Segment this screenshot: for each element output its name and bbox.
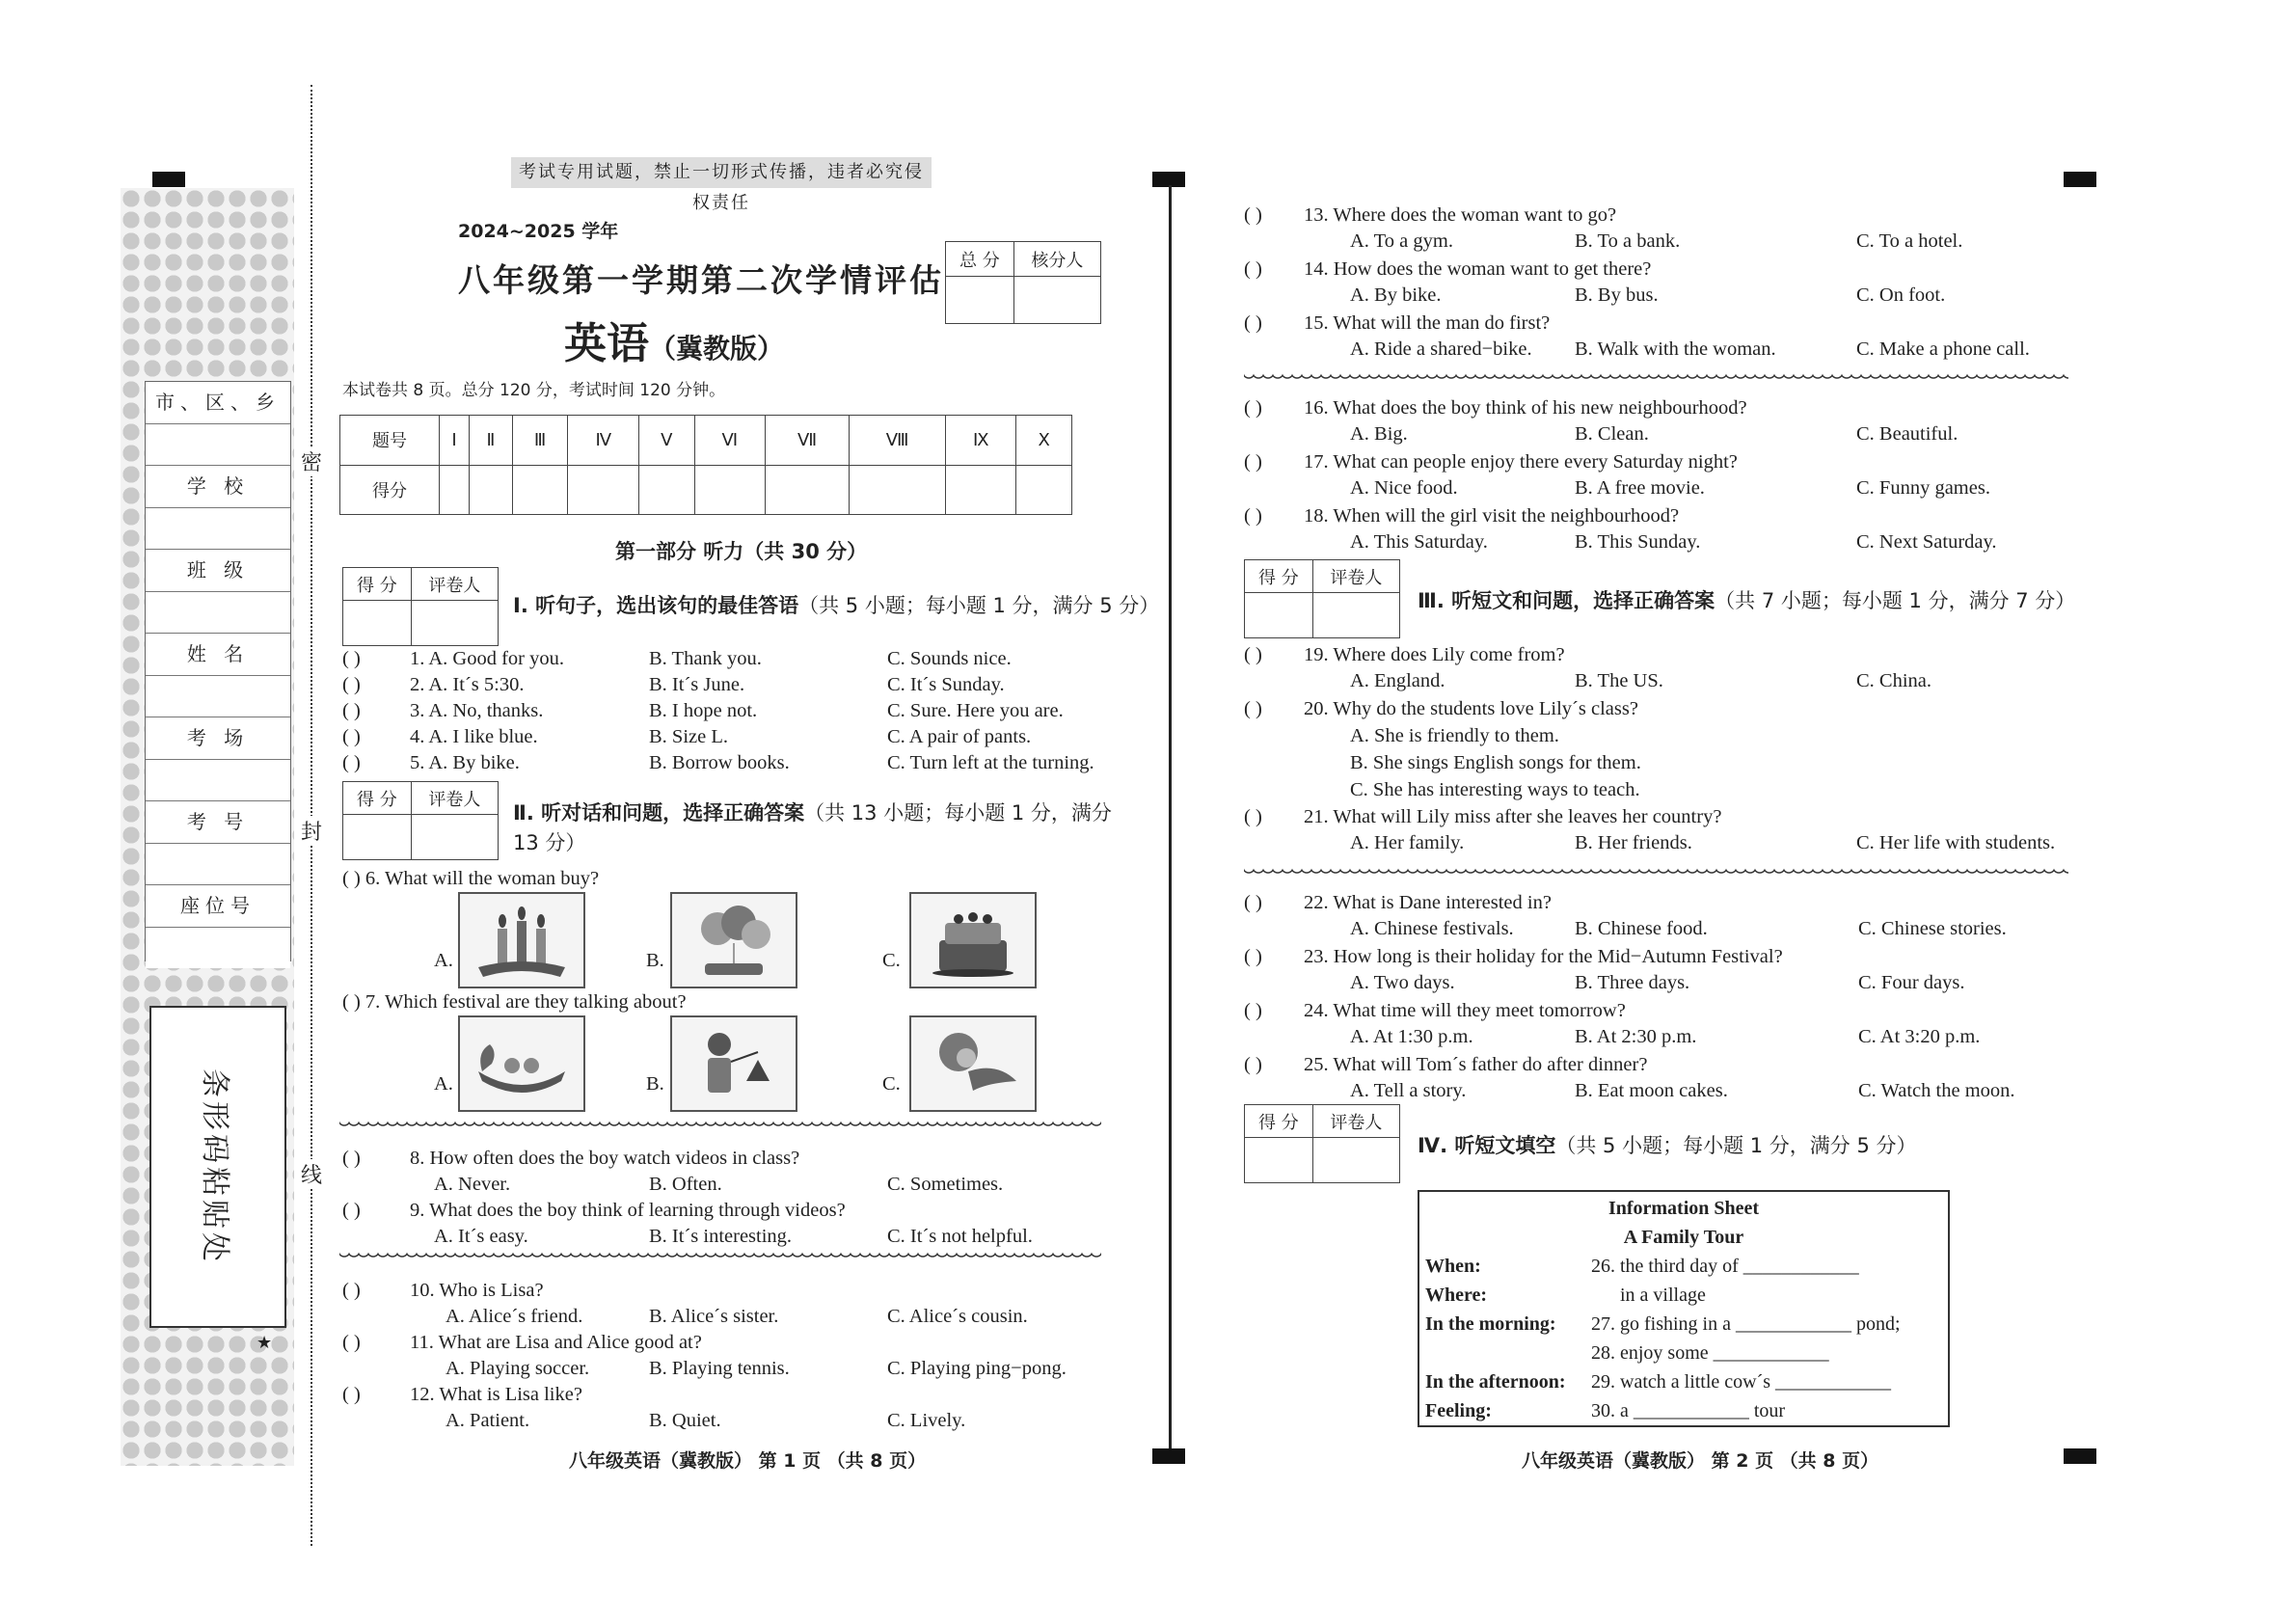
grader-score-label: 得 分	[1245, 1105, 1313, 1138]
info-subtitle: A Family Tour	[1623, 1227, 1744, 1248]
info-key: In the morning:	[1425, 1313, 1556, 1335]
grader-cell[interactable]	[343, 601, 412, 646]
question-text: 7. Which festival are they talking about?	[365, 991, 687, 1013]
score-input-cell[interactable]	[694, 465, 766, 515]
answer-bracket[interactable]: ( )	[342, 752, 361, 773]
option-c: C. Her life with students.	[1856, 832, 2056, 853]
answer-bracket[interactable]: ( )	[1244, 698, 1262, 719]
option-label: A.	[434, 950, 453, 971]
field-label-seat: 座位号	[146, 885, 290, 928]
total-label: 总 分	[946, 242, 1014, 277]
question-12: 12. What is Lisa like?	[410, 1384, 582, 1405]
option-b: B. I hope not.	[649, 700, 758, 721]
answer-bracket[interactable]: ( )	[342, 991, 361, 1013]
exam-info: 本试卷共 8 页。总分 120 分，考试时间 120 分钟。	[342, 381, 726, 400]
option-c: C. Alice´s cousin.	[887, 1306, 1028, 1327]
school-year: 2024~2025 学年	[458, 221, 619, 242]
question-2: 2. A. It´s 5:30.	[410, 674, 525, 695]
score-table-col-6: Ⅵ	[694, 416, 766, 466]
question-18: 18. When will the girl visit the neighbourhood?	[1304, 505, 1680, 527]
score-input-cell[interactable]	[639, 465, 694, 515]
option-c: C. Sounds nice.	[887, 648, 1012, 669]
answer-bracket[interactable]: ( )	[342, 1200, 361, 1221]
option-c: C. Sure. Here you are.	[887, 700, 1064, 721]
registration-mark	[1152, 1448, 1185, 1464]
question-3: 3. A. No, thanks.	[410, 700, 544, 721]
grader-score-label: 得 分	[343, 568, 412, 601]
grader-person-label: 评卷人	[1312, 1105, 1399, 1138]
answer-bracket[interactable]: ( )	[1244, 892, 1262, 913]
section-1-title: Ⅰ. 听句子，选出该句的最佳答语（共 5 小题；每小题 1 分，满分 5 分）	[513, 594, 1160, 617]
grader-box	[1244, 1104, 1400, 1183]
option-c: C. Beautiful.	[1856, 423, 1958, 445]
option-c: C. Playing ping−pong.	[887, 1358, 1067, 1379]
score-table-col-3: Ⅲ	[512, 416, 568, 466]
answer-bracket[interactable]: ( )	[1244, 806, 1262, 827]
question-25: 25. What will Tom´s father do after dinner?	[1304, 1054, 1648, 1075]
question-text: 6. What will the woman buy?	[365, 868, 600, 889]
score-table-row-label: 得分	[340, 465, 440, 515]
score-table-col-4: Ⅳ	[568, 416, 639, 466]
info-title: Information Sheet	[1607, 1198, 1760, 1219]
score-table-col-9: Ⅸ	[946, 416, 1016, 466]
field-label-school: 学 校	[146, 466, 290, 508]
score-input-cell[interactable]	[946, 465, 1016, 515]
option-b: B. Alice´s sister.	[649, 1306, 779, 1327]
option-b: B. Quiet.	[649, 1410, 721, 1431]
score-cell[interactable]	[1013, 277, 1100, 324]
field-label-exam-number: 考 号	[146, 801, 290, 844]
grader-cell[interactable]	[1245, 1138, 1313, 1183]
option-c: C. She has interesting ways to teach.	[1350, 779, 1640, 800]
answer-bracket[interactable]: ( )	[342, 1148, 361, 1169]
grader-box	[342, 781, 499, 860]
score-input-cell[interactable]	[849, 465, 945, 515]
grader-person-label: 评卷人	[411, 568, 498, 601]
score-table-col-8: Ⅷ	[849, 416, 945, 466]
option-a: A. Big.	[1350, 423, 1408, 445]
option-b: B. To a bank.	[1575, 230, 1681, 252]
option-label: A.	[434, 1073, 453, 1095]
grader-cell[interactable]	[1245, 593, 1313, 638]
question-8: 8. How often does the boy watch videos in class?	[410, 1148, 800, 1169]
balloons-icon	[681, 900, 787, 981]
answer-bracket[interactable]: ( )	[342, 700, 361, 721]
option-b: B. Eat moon cakes.	[1575, 1080, 1728, 1101]
option-c: C. Lively.	[887, 1410, 966, 1431]
option-c: C. Chinese stories.	[1858, 918, 2007, 939]
grader-box	[1244, 559, 1400, 638]
option-a: A. She is friendly to them.	[1350, 725, 1559, 746]
score-input-cell[interactable]	[1016, 465, 1072, 515]
lantern-boy-image[interactable]	[670, 1015, 797, 1112]
option-a: A. To a gym.	[1350, 230, 1453, 252]
answer-bracket[interactable]: ( )	[342, 1280, 361, 1301]
option-b: B. The US.	[1575, 670, 1663, 691]
answer-bracket[interactable]: ( )	[342, 1384, 361, 1405]
option-c: C. Four days.	[1858, 972, 1965, 993]
option-c: C. Watch the moon.	[1858, 1080, 2015, 1101]
registration-mark	[2064, 172, 2096, 187]
score-input-cell[interactable]	[440, 465, 470, 515]
edition: （冀教版）	[649, 333, 785, 365]
answer-bracket[interactable]: ( )	[1244, 258, 1262, 280]
option-b: B. At 2:30 p.m.	[1575, 1026, 1697, 1047]
grader-box	[342, 567, 499, 646]
option-c: C. A pair of pants.	[887, 726, 1032, 747]
option-a: A. At 1:30 p.m.	[1350, 1026, 1473, 1047]
option-b: B. She sings English songs for them.	[1350, 752, 1641, 773]
info-value[interactable]: 29. watch a little cow´s ____________	[1591, 1371, 1892, 1393]
option-b: B. By bus.	[1575, 284, 1659, 306]
answer-bracket[interactable]: ( )	[1244, 312, 1262, 334]
option-a: A. Her family.	[1350, 832, 1465, 853]
option-c: C. On foot.	[1856, 284, 1946, 306]
part-one-title: 第一部分 听力（共 30 分）	[615, 540, 868, 563]
option-b: B. Three days.	[1575, 972, 1690, 993]
information-sheet	[1418, 1190, 1950, 1427]
grader-cell[interactable]	[343, 815, 412, 860]
question-5: 5. A. By bike.	[410, 752, 520, 773]
field-blank[interactable]	[146, 928, 290, 969]
barcode-area	[149, 1006, 286, 1328]
score-input-cell[interactable]	[766, 465, 850, 515]
exam-title: 八年级第一学期第二次学情评估	[458, 261, 944, 299]
subject: 英语	[564, 319, 649, 368]
option-label: C.	[882, 950, 901, 971]
section-4-title: Ⅳ. 听短文填空（共 5 小题；每小题 1 分，满分 5 分）	[1418, 1134, 1917, 1157]
moon-goddess-icon	[920, 1023, 1026, 1104]
answer-bracket[interactable]: ( )	[1244, 946, 1262, 967]
answer-bracket[interactable]: ( )	[1244, 397, 1262, 419]
section-2-title: Ⅱ. 听对话和问题，选择正确答案（共 13 小题；每小题 1 分，满分	[513, 801, 1112, 825]
option-b: B. Clean.	[1575, 423, 1649, 445]
total-score-box	[945, 241, 1101, 324]
score-table-col-2: Ⅱ	[470, 416, 512, 466]
question-14: 14. How does the woman want to get there?	[1304, 258, 1652, 280]
wave-divider	[339, 1252, 1101, 1261]
question-20: 20. Why do the students love Lily´s class?	[1304, 698, 1638, 719]
answer-bracket[interactable]: ( )	[342, 868, 361, 889]
question-19: 19. Where does Lily come from?	[1304, 644, 1565, 665]
option-a: A. Nice food.	[1350, 477, 1458, 499]
field-label-class: 班 级	[146, 550, 290, 592]
info-value[interactable]: 30. a ____________ tour	[1591, 1400, 1786, 1421]
option-a: A. Chinese festivals.	[1350, 918, 1514, 939]
answer-bracket[interactable]: ( )	[1244, 1054, 1262, 1075]
info-key: In the afternoon:	[1425, 1371, 1566, 1393]
option-a: A. This Saturday.	[1350, 531, 1488, 553]
question-10: 10. Who is Lisa?	[410, 1280, 544, 1301]
question-22: 22. What is Dane interested in?	[1304, 892, 1552, 913]
grader-score-label: 得 分	[1245, 560, 1313, 593]
registration-mark	[152, 172, 185, 187]
star-icon: ★	[257, 1333, 273, 1352]
answer-bracket[interactable]: ( )	[1244, 204, 1262, 226]
option-b: B. Often.	[649, 1174, 722, 1195]
section-3-title: Ⅲ. 听短文和问题，选择正确答案（共 7 小题；每小题 1 分，满分 7 分）	[1418, 589, 2076, 612]
score-table	[339, 415, 1072, 515]
grader-cell[interactable]	[1312, 1138, 1399, 1183]
page-footer-1: 八年级英语（冀教版） 第 1 页 （共 8 页）	[569, 1450, 927, 1472]
option-b: B. Borrow books.	[649, 752, 790, 773]
option-a: A. It´s easy.	[434, 1226, 528, 1247]
subject-heading	[564, 309, 784, 370]
lantern-icon	[681, 1023, 787, 1104]
option-a: A. Never.	[434, 1174, 511, 1195]
question-4: 4. A. I like blue.	[410, 726, 538, 747]
score-input-cell[interactable]	[470, 465, 512, 515]
question-16: 16. What does the boy think of his new neighbourhood?	[1304, 397, 1747, 419]
question-24: 24. What time will they meet tomorrow?	[1304, 1000, 1626, 1021]
barcode-label: 条形码粘贴处	[198, 1068, 231, 1265]
field-label-exam-room: 考 场	[146, 717, 290, 760]
wave-divider	[1244, 373, 2068, 383]
seal-char: 封	[301, 816, 322, 846]
option-c: C. China.	[1856, 670, 1932, 691]
question-23: 23. How long is their holiday for the Mid−Autumn Festival?	[1304, 946, 1783, 967]
field-label-district: 市、区、乡	[146, 382, 290, 424]
option-c: C. Next Saturday.	[1856, 531, 1997, 553]
field-blank[interactable]	[146, 508, 290, 551]
info-key: Feeling:	[1425, 1400, 1492, 1421]
option-c: C. Funny games.	[1856, 477, 1990, 499]
candles-icon	[469, 900, 575, 981]
wave-divider	[339, 1121, 1101, 1130]
option-a: A. Two days.	[1350, 972, 1455, 993]
question-15: 15. What will the man do first?	[1304, 312, 1551, 334]
option-c: C. It´s Sunday.	[887, 674, 1005, 695]
question-13: 13. Where does the woman want to go?	[1304, 204, 1617, 226]
question-11: 11. What are Lisa and Alice good at?	[410, 1332, 702, 1353]
option-a: A. Tell a story.	[1350, 1080, 1467, 1101]
option-c: C. Turn left at the turning.	[887, 752, 1094, 773]
option-b: B. Her friends.	[1575, 832, 1692, 853]
score-table-header: 题号	[340, 416, 440, 466]
field-blank[interactable]	[146, 592, 290, 635]
dragon-boat-image[interactable]	[458, 1015, 585, 1112]
question-21: 21. What will Lily miss after she leaves her country?	[1304, 806, 1722, 827]
question-6	[342, 868, 599, 890]
option-a: A. By bike.	[1350, 284, 1442, 306]
field-blank[interactable]	[146, 424, 290, 467]
seal-char: 线	[301, 1159, 322, 1189]
answer-bracket[interactable]: ( )	[342, 648, 361, 669]
option-b: B. Playing tennis.	[649, 1358, 790, 1379]
option-c: C. To a hotel.	[1856, 230, 1963, 252]
option-a: A. Ride a shared−bike.	[1350, 338, 1532, 360]
option-label: C.	[882, 1073, 901, 1095]
wave-divider	[1244, 868, 2068, 878]
answer-bracket[interactable]: ( )	[342, 674, 361, 695]
question-1: 1. A. Good for you.	[410, 648, 565, 669]
page-divider	[1169, 185, 1172, 1448]
option-b: B. It´s June.	[649, 674, 745, 695]
answer-bracket[interactable]: ( )	[1244, 644, 1262, 665]
grader-cell[interactable]	[1312, 593, 1399, 638]
option-label: B.	[646, 1073, 664, 1095]
registration-mark	[2064, 1448, 2096, 1464]
option-b: B. Walk with the woman.	[1575, 338, 1776, 360]
grader-person-label: 评卷人	[1312, 560, 1399, 593]
seal-char: 密	[301, 446, 322, 476]
info-key: When:	[1425, 1256, 1481, 1277]
score-table-col-1: Ⅰ	[440, 416, 470, 466]
option-b: B. It´s interesting.	[649, 1226, 793, 1247]
field-blank[interactable]	[146, 844, 290, 886]
question-7	[342, 991, 687, 1014]
option-c: C. Make a phone call.	[1856, 338, 2030, 360]
balloons-image[interactable]	[670, 892, 797, 988]
question-9: 9. What does the boy think of learning through videos?	[410, 1200, 846, 1221]
option-c: C. It´s not helpful.	[887, 1226, 1033, 1247]
copyright-notice: 考试专用试题，禁止一切形式传播，违者必究侵权责任	[511, 157, 932, 188]
answer-bracket[interactable]: ( )	[1244, 451, 1262, 473]
info-value[interactable]: 28. enjoy some ____________	[1591, 1342, 1829, 1364]
grader-cell[interactable]	[411, 815, 498, 860]
info-value[interactable]: in a village	[1620, 1285, 1706, 1306]
answer-bracket[interactable]: ( )	[1244, 505, 1262, 527]
candles-image[interactable]	[458, 892, 585, 988]
option-c: C. Sometimes.	[887, 1174, 1004, 1195]
option-b: B. Chinese food.	[1575, 918, 1708, 939]
info-value[interactable]: 27. go fishing in a ____________ pond;	[1591, 1313, 1901, 1335]
info-value[interactable]: 26. the third day of ____________	[1591, 1256, 1859, 1277]
score-input-cell[interactable]	[512, 465, 568, 515]
field-blank[interactable]	[146, 676, 290, 718]
field-blank[interactable]	[146, 760, 290, 802]
option-b: B. Size L.	[649, 726, 728, 747]
option-label: B.	[646, 950, 664, 971]
field-label-name: 姓 名	[146, 634, 290, 676]
option-b: B. A free movie.	[1575, 477, 1705, 499]
option-c: C. At 3:20 p.m.	[1858, 1026, 1981, 1047]
option-a: A. Playing soccer.	[446, 1358, 590, 1379]
score-input-cell[interactable]	[568, 465, 639, 515]
grader-person-label: 评卷人	[411, 782, 498, 815]
section-2-title-cont: 13 分）	[513, 831, 586, 854]
option-b: B. This Sunday.	[1575, 531, 1701, 553]
question-17: 17. What can people enjoy there every Saturday night?	[1304, 451, 1738, 473]
option-b: B. Thank you.	[649, 648, 762, 669]
change-e-image[interactable]	[909, 1015, 1037, 1112]
grader-cell[interactable]	[411, 601, 498, 646]
option-a: A. Alice´s friend.	[446, 1306, 583, 1327]
score-cell[interactable]	[946, 277, 1014, 324]
answer-bracket[interactable]: ( )	[342, 1332, 361, 1353]
cake-icon	[920, 900, 1026, 981]
page-footer-2: 八年级英语（冀教版） 第 2 页 （共 8 页）	[1522, 1450, 1879, 1472]
cake-image[interactable]	[909, 892, 1037, 988]
student-info-form	[145, 381, 291, 961]
answer-bracket[interactable]: ( )	[1244, 1000, 1262, 1021]
dragon-boat-icon	[469, 1023, 575, 1104]
option-a: A. England.	[1350, 670, 1445, 691]
answer-bracket[interactable]: ( )	[342, 726, 361, 747]
checker-label: 核分人	[1013, 242, 1100, 277]
grader-score-label: 得 分	[343, 782, 412, 815]
option-a: A. Patient.	[446, 1410, 530, 1431]
score-table-col-5: Ⅴ	[639, 416, 694, 466]
score-table-col-7: Ⅶ	[766, 416, 850, 466]
score-table-col-10: Ⅹ	[1016, 416, 1072, 466]
info-key: Where:	[1425, 1285, 1488, 1306]
